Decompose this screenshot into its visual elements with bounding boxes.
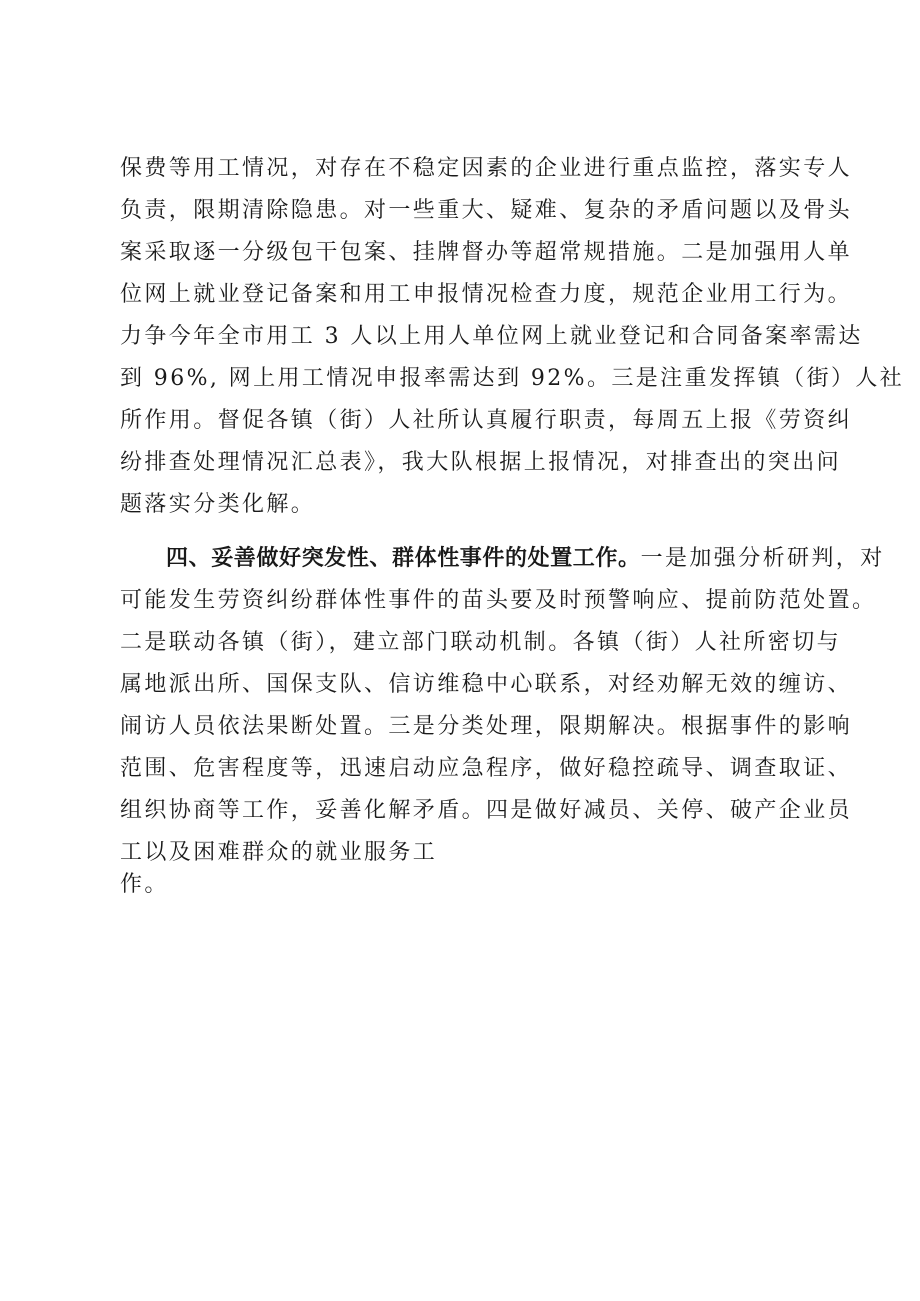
text-line: 题落实分类化解。 [120, 492, 316, 517]
text-line: 二是联动各镇（街），建立部门联动机制。各镇（街）人社所密切与 [120, 630, 842, 655]
heading-line-rest: 一是加强分析研判，对 [640, 546, 885, 571]
text-line: 案采取逐一分级包干包案、挂牌督办等超常规措施。二是加强用人单 [120, 240, 853, 265]
text-line: 作。 [120, 872, 169, 897]
section-heading-line [166, 544, 885, 574]
text-line: 保费等用工情况，对存在不稳定因素的企业进行重点监控，落实专人 [120, 156, 853, 181]
text-line: 属地派出所、国保支队、信访维稳中心联系，对经劝解无效的缠访、 [120, 672, 853, 697]
text-line: 可能发生劳资纠纷群体性事件的苗头要及时预警响应、提前防范处置。 [120, 588, 877, 613]
text-line: 闹访人员依法果断处置。三是分类处理，限期解决。根据事件的影响 [120, 714, 853, 739]
text-line: 位网上就业登记备案和用工申报情况检查力度，规范企业用工行为。 [120, 282, 853, 307]
section-heading: 四、妥善做好突发性、群体性事件的处置工作。 [166, 546, 641, 571]
text-line: 负责，限期清除隐患。对一些重大、疑难、复杂的矛盾问题以及骨头 [120, 198, 853, 223]
text-line: 到 96%, 网上用工情况申报率需达到 92%。三是注重发挥镇（街）人社 [120, 366, 905, 391]
text-line: 所作用。督促各镇（街）人社所认真履行职责，每周五上报《劳资纠 [120, 408, 853, 433]
text-line: 工以及困难群众的就业服务工 [120, 840, 438, 865]
text-line: 组织协商等工作，妥善化解矛盾。四是做好减员、关停、破产企业员 [120, 798, 853, 823]
text-line: 力争今年全市用工 3 人以上用人单位网上就业登记和合同备案率需达 [120, 324, 863, 349]
text-line: 纷排查处理情况汇总表》，我大队根据上报情况，对排查出的突出问 [120, 450, 842, 475]
text-line: 范围、危害程度等，迅速启动应急程序，做好稳控疏导、调查取证、 [120, 756, 853, 781]
